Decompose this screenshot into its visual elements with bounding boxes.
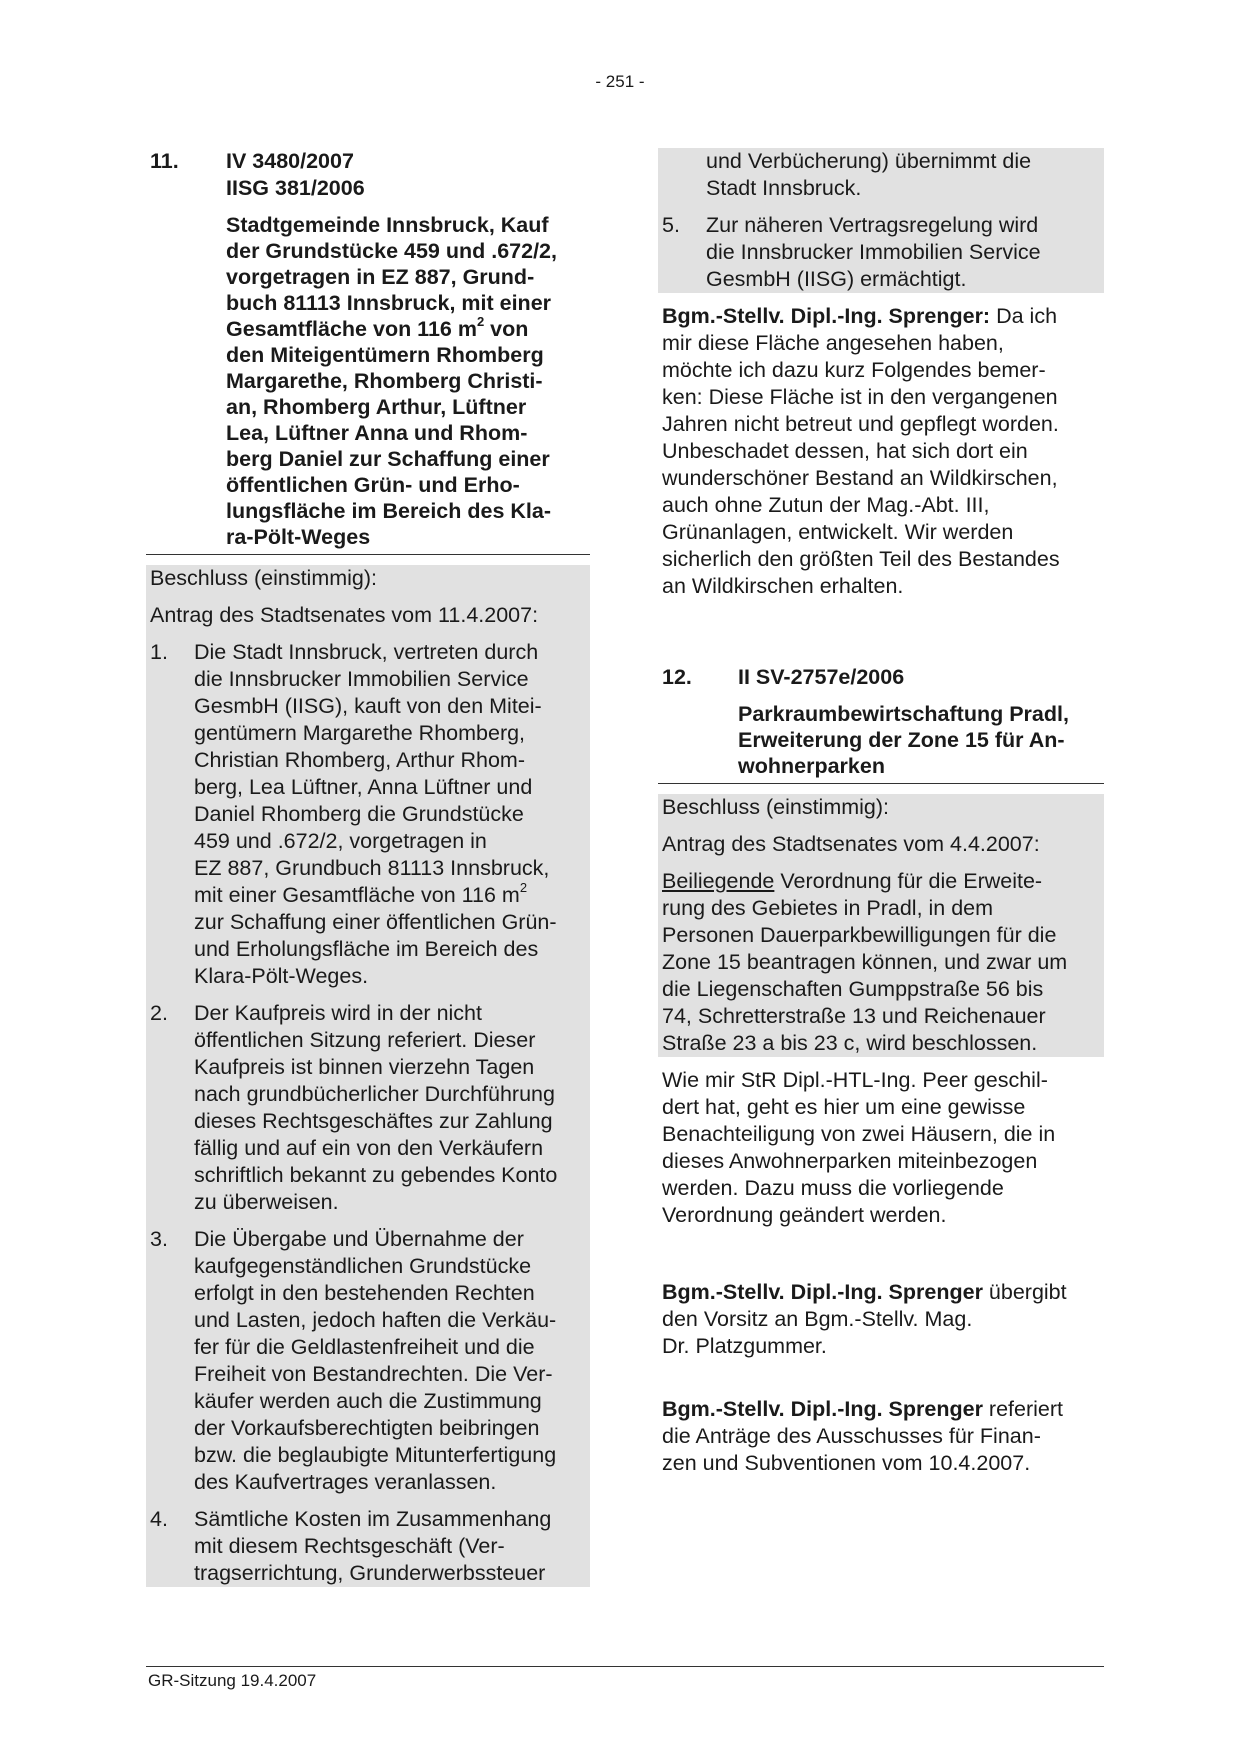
text-line: der Vorkaufsberechtigten beibringen: [194, 1416, 540, 1440]
text-line: erfolgt in den bestehenden Rechten: [194, 1281, 535, 1305]
text-line: fer für die Geldlastenfreiheit und die: [194, 1335, 535, 1359]
text-line: käufer werden auch die Zustimmung: [194, 1389, 542, 1413]
underlined-word: Beiliegende: [662, 869, 775, 893]
text-line: Christian Rhomberg, Arthur Rhom-: [194, 748, 525, 772]
title-line: ra-Pölt-Weges: [226, 525, 371, 549]
title-line: Erweiterung der Zone 15 für An-: [738, 728, 1065, 752]
text-line: dert hat, geht es hier um eine gewisse: [662, 1095, 1026, 1119]
motion-label: Antrag des Stadtsenates vom 4.4.2007:: [662, 832, 1040, 856]
text-line: Unbeschadet dessen, hat sich dort ein: [662, 439, 1028, 463]
text-line: des Kaufvertrages veranlassen.: [194, 1470, 497, 1494]
left-column: [146, 148, 590, 1587]
text-line: und Verbücherung) übernimmt die: [706, 149, 1032, 173]
title-line: wohnerparken: [738, 754, 885, 778]
text-line: [662, 868, 1100, 895]
list-item: [146, 1000, 590, 1216]
text-line: Dr. Platzgummer.: [662, 1334, 827, 1358]
comment-paragraph: [658, 1067, 1104, 1229]
item-12-title: [658, 701, 1104, 784]
list-item: [146, 1226, 590, 1496]
text-line: an Wildkirschen erhalten.: [662, 574, 904, 598]
list-item: [146, 639, 590, 990]
title-text: von: [484, 317, 529, 341]
text-line: auch ohne Zutun der Mag.-Abt. III,: [662, 493, 990, 517]
text-line: Der Kaufpreis wird in der nicht: [194, 1001, 482, 1025]
text-line: rung des Gebietes in Pradl, in dem: [662, 896, 994, 920]
text-span: Da ich: [990, 304, 1058, 328]
text-line: Grünanlagen, entwickelt. Wir werden: [662, 520, 1014, 544]
title-line: lungsfläche im Bereich des Kla-: [226, 499, 551, 523]
text-line: 459 und .672/2, vorgetragen in: [194, 829, 487, 853]
text-line: Zone 15 beantragen können, und zwar um: [662, 950, 1068, 974]
text-line: zu überweisen.: [194, 1190, 339, 1214]
handover-paragraph: [658, 1279, 1104, 1360]
text-line: GesmbH (IISG), kauft von den Mitei-: [194, 694, 542, 718]
title-line: der Grundstücke 459 und .672/2,: [226, 239, 557, 263]
title-line: vorgetragen in EZ 887, Grund-: [226, 265, 535, 289]
title-line: den Miteigentümern Rhomberg: [226, 343, 544, 367]
text-line: Wie mir StR Dipl.-HTL-Ing. Peer geschil-: [662, 1068, 1048, 1092]
text-line: [662, 1279, 1104, 1306]
text-line: Kaufpreis ist binnen vierzehn Tagen: [194, 1055, 535, 1079]
text-line: Die Übergabe und Übernahme der: [194, 1227, 524, 1251]
title-line: Margarethe, Rhomberg Christi-: [226, 369, 543, 393]
text-line: kaufgegenständlichen Grundstücke: [194, 1254, 532, 1278]
item-11-title: [146, 212, 590, 555]
list-item-continuation: [658, 148, 1104, 202]
superscript: 2: [476, 313, 485, 329]
item-reference: IV 3480/2007: [226, 149, 354, 173]
text-line: Personen Dauerparkbewilligungen für die: [662, 923, 1057, 947]
title-line: Lea, Lüftner Anna und Rhom-: [226, 421, 528, 445]
item-11-resolution-block: [146, 565, 590, 1587]
text-line: Klara-Pölt-Weges.: [194, 964, 369, 988]
text-line: die Anträge des Ausschusses für Finan-: [662, 1424, 1041, 1448]
list-number: 4.: [150, 1507, 168, 1531]
speaker-name: Bgm.-Stellv. Dipl.-Ing. Sprenger:: [662, 304, 991, 328]
text-line: werden. Dazu muss die vorliegende: [662, 1176, 1004, 1200]
text-line: bzw. die beglaubigte Mitunterfertigung: [194, 1443, 557, 1467]
text-line: dieses Rechtsgeschäftes zur Zahlung: [194, 1109, 553, 1133]
right-column: [658, 148, 1104, 1477]
text-span: übergibt: [982, 1280, 1067, 1304]
text-line: Stadt Innsbruck.: [706, 176, 862, 200]
text-line: Die Stadt Innsbruck, vertreten durch: [194, 640, 539, 664]
text-line: mit diesem Rechtsgeschäft (Ver-: [194, 1534, 505, 1558]
item-reference: IISG 381/2006: [226, 176, 365, 200]
text-line: Daniel Rhomberg die Grundstücke: [194, 802, 524, 826]
item-reference: II SV-2757e/2006: [738, 665, 905, 689]
text-line: Straße 23 a bis 23 c, wird beschlossen.: [662, 1031, 1038, 1055]
text-line: nach grundbücherlicher Durchführung: [194, 1082, 555, 1106]
item-11-header: [146, 148, 590, 202]
text-span: referiert: [982, 1397, 1063, 1421]
list-number: 3.: [150, 1227, 168, 1251]
text-line: berg, Lea Lüftner, Anna Lüftner und: [194, 775, 533, 799]
title-line: berg Daniel zur Schaffung einer: [226, 447, 550, 471]
title-line: [226, 313, 590, 342]
text-line: EZ 887, Grundbuch 81113 Innsbruck,: [194, 856, 550, 880]
resolution-label: Beschluss (einstimmig):: [662, 795, 889, 819]
item-11-continuation-block: [658, 148, 1104, 293]
text-line: und Erholungsfläche im Bereich des: [194, 937, 539, 961]
item-12-resolution-block: [658, 794, 1104, 1057]
text-line: [662, 303, 1104, 330]
text-line: [662, 1396, 1104, 1423]
text-line: Sämtliche Kosten im Zusammenhang: [194, 1507, 552, 1531]
text-line: öffentlichen Sitzung referiert. Dieser: [194, 1028, 536, 1052]
title-line: öffentlichen Grün- und Erho-: [226, 473, 520, 497]
text-line: die Innsbrucker Immobilien Service: [194, 667, 529, 691]
title-line: Stadtgemeinde Innsbruck, Kauf: [226, 213, 549, 237]
text-line: Jahren nicht betreut und gepflegt worden.: [662, 412, 1059, 436]
text-line: 74, Schretterstraße 13 und Reichenauer: [662, 1004, 1046, 1028]
text-span: Verordnung für die Erweite-: [774, 869, 1043, 893]
text-line: die Innsbrucker Immobilien Service: [706, 240, 1041, 264]
speaker-name: Bgm.-Stellv. Dipl.-Ing. Sprenger: [662, 1397, 983, 1421]
text-line: GesmbH (IISG) ermächtigt.: [706, 267, 967, 291]
motion-label: Antrag des Stadtsenates vom 11.4.2007:: [150, 603, 539, 627]
text-line: mir diese Fläche angesehen haben,: [662, 331, 1004, 355]
text-line: [194, 879, 590, 909]
speaker-name: Bgm.-Stellv. Dipl.-Ing. Sprenger: [662, 1280, 983, 1304]
list-item: [146, 1506, 590, 1587]
item-12-header: [658, 664, 1104, 691]
text-line: Freiheit von Bestandrechten. Die Ver-: [194, 1362, 553, 1386]
title-text: Gesamtfläche von 116 m: [226, 317, 477, 341]
text-line: den Vorsitz an Bgm.-Stellv. Mag.: [662, 1307, 973, 1331]
text-line: gentümern Margarethe Rhomberg,: [194, 721, 526, 745]
text-line: zen und Subventionen vom 10.4.2007.: [662, 1451, 1031, 1475]
text-line: möchte ich dazu kurz Folgendes bemer-: [662, 358, 1046, 382]
text-line: Verordnung geändert werden.: [662, 1203, 947, 1227]
text-line: wunderschöner Bestand an Wildkirschen,: [662, 466, 1058, 490]
text-line: Benachteiligung von zwei Häusern, die in: [662, 1122, 1056, 1146]
list-number: 2.: [150, 1001, 168, 1025]
title-line: buch 81113 Innsbruck, mit einer: [226, 291, 552, 315]
text-line: schriftlich bekannt zu gebendes Konto: [194, 1163, 558, 1187]
text-span: mit einer Gesamtfläche von 116 m: [194, 883, 520, 907]
item-number: 12.: [662, 665, 692, 689]
list-item: [658, 212, 1104, 293]
title-line: Parkraumbewirtschaftung Pradl,: [738, 702, 1069, 726]
text-line: dieses Anwohnerparken miteinbezogen: [662, 1149, 1038, 1173]
decision-paragraph: [658, 868, 1104, 1057]
list-number: 5.: [662, 213, 680, 237]
text-line: die Liegenschaften Gumppstraße 56 bis: [662, 977, 1044, 1001]
title-line: an, Rhomberg Arthur, Lüftner: [226, 395, 527, 419]
speech-paragraph: [658, 303, 1104, 600]
text-line: fällig und auf ein von den Verkäufern: [194, 1136, 544, 1160]
text-line: Zur näheren Vertragsregelung wird: [706, 213, 1039, 237]
text-line: und Lasten, jedoch haften die Verkäu-: [194, 1308, 557, 1332]
text-line: zur Schaffung einer öffentlichen Grün-: [194, 910, 557, 934]
resolution-label: Beschluss (einstimmig):: [150, 566, 377, 590]
text-line: tragserrichtung, Grunderwerbssteuer: [194, 1561, 546, 1585]
page-number: - 251 -: [595, 72, 645, 91]
text-line: ken: Diese Fläche ist in den vergangenen: [662, 385, 1058, 409]
text-line: sicherlich den größten Teil des Bestandes: [662, 547, 1060, 571]
item-number: 11.: [150, 149, 179, 173]
list-number: 1.: [150, 640, 168, 664]
footer-text: GR-Sitzung 19.4.2007: [148, 1671, 317, 1690]
footer-divider: [146, 1666, 1104, 1667]
superscript: 2: [519, 879, 528, 895]
report-paragraph: [658, 1396, 1104, 1477]
